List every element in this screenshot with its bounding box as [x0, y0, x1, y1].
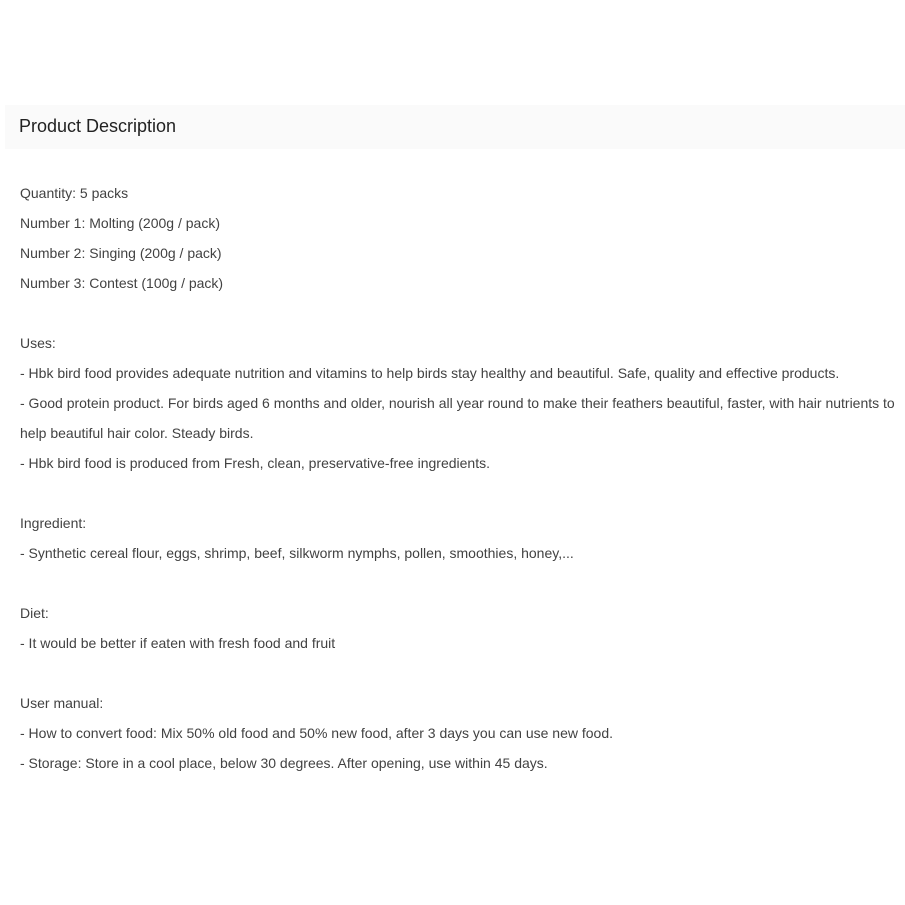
number-1-text: Number 1: Molting (200g / pack) — [20, 215, 220, 231]
diet-heading: Diet: — [20, 605, 49, 621]
page-title: Product Description — [19, 115, 177, 136]
user-manual-heading: User manual: — [20, 695, 104, 711]
uses-item-1: - Hbk bird food provides adequate nutrition and vitamins to help birds stay healthy and beautiful. Safe, quality and effective products. — [20, 365, 840, 381]
spacer — [20, 658, 895, 688]
uses-item-3: - Hbk bird food is produced from Fresh, clean, preservative-free ingredients. — [20, 455, 490, 471]
product-description-body — [20, 178, 895, 778]
uses-item-2: - Good protein product. For birds aged 6 months and older, nourish all year round to make their feathers beautiful, faster, with hair nutrients to help beautiful hair color. Steady birds. — [20, 395, 895, 441]
uses-heading: Uses: — [20, 335, 56, 351]
product-description-header — [5, 105, 905, 149]
ingredient-text: - Synthetic cereal flour, eggs, shrimp, beef, silkworm nymphs, pollen, smoothies, honey,... — [20, 545, 574, 561]
diet-text: - It would be better if eaten with fresh food and fruit — [20, 635, 336, 651]
user-manual-item-1: - How to convert food: Mix 50% old food and 50% new food, after 3 days you can use new food. — [20, 725, 614, 741]
ingredient-heading: Ingredient: — [20, 515, 87, 531]
spacer — [20, 568, 895, 598]
spacer — [20, 298, 895, 328]
quantity-text: Quantity: 5 packs — [20, 185, 129, 201]
number-3-text: Number 3: Contest (100g / pack) — [20, 275, 224, 291]
spacer — [20, 478, 895, 508]
user-manual-item-2: - Storage: Store in a cool place, below 30 degrees. After opening, use within 45 days. — [20, 755, 548, 771]
number-2-text: Number 2: Singing (200g / pack) — [20, 245, 222, 261]
